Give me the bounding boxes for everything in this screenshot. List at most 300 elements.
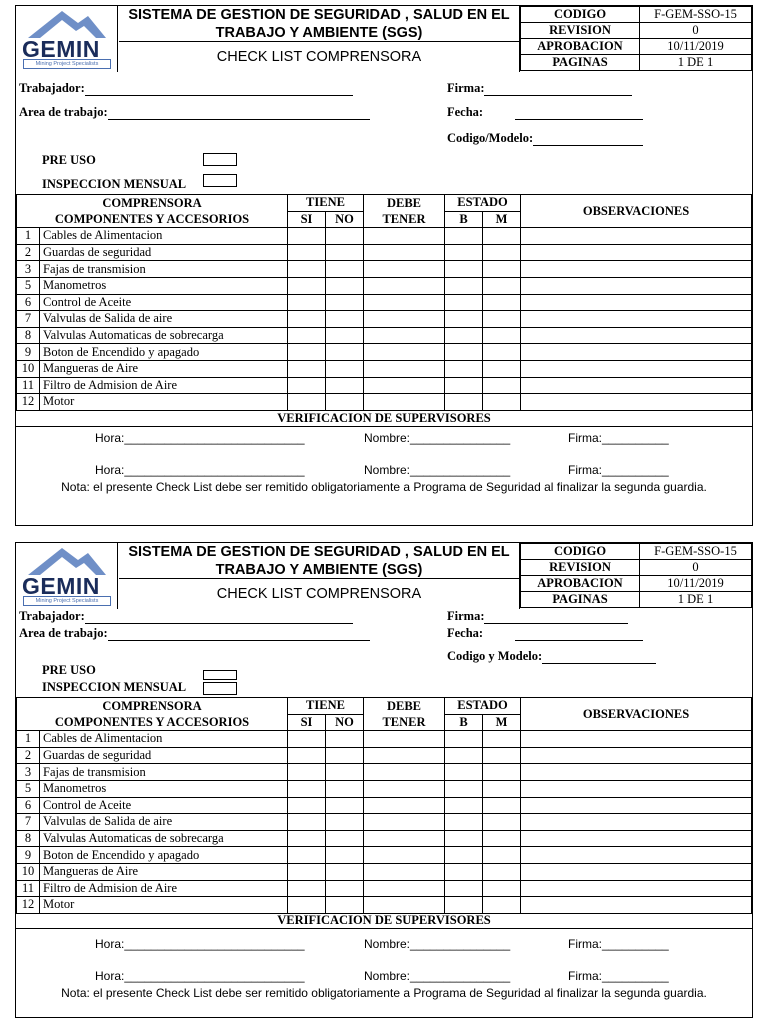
no-cell[interactable] <box>326 780 364 797</box>
col-bad: M <box>483 714 521 731</box>
pages-label: PAGINAS <box>521 55 640 71</box>
bad-cell[interactable] <box>483 394 521 411</box>
good-cell[interactable] <box>445 261 483 278</box>
table-row <box>17 228 752 245</box>
revision-label: REVISION <box>521 23 640 39</box>
no-cell[interactable] <box>326 244 364 261</box>
checklist-form-1 <box>15 5 753 526</box>
worker-field[interactable] <box>19 81 353 96</box>
table-row <box>17 311 752 328</box>
observations-cell[interactable] <box>521 780 752 797</box>
row-number: 2 <box>17 747 40 764</box>
approval-value: 10/11/2019 <box>640 576 752 592</box>
table-row <box>17 797 752 814</box>
brand-name: GEMIN <box>22 36 100 62</box>
no-cell[interactable] <box>326 731 364 748</box>
pre-use-label: PRE USO <box>42 663 96 677</box>
revision-value: 0 <box>640 23 752 39</box>
good-cell[interactable] <box>445 311 483 328</box>
date-label: Fecha: <box>447 105 484 119</box>
document-codes <box>519 543 752 609</box>
worker-label: Trabajador: <box>19 609 85 623</box>
col-good: B <box>445 211 483 228</box>
must-have-cell[interactable] <box>364 228 445 245</box>
pre-use-checkbox[interactable] <box>203 670 237 680</box>
col-no: NO <box>326 211 364 228</box>
code-label: CODIGO <box>521 7 640 23</box>
approval-value: 10/11/2019 <box>640 39 752 55</box>
row-number: 8 <box>17 327 40 344</box>
observations-cell[interactable] <box>521 897 752 914</box>
signature-label: Firma: <box>447 81 485 95</box>
table-row <box>17 327 752 344</box>
no-cell[interactable] <box>326 830 364 847</box>
name-field-2[interactable]: Nombre:_______________ <box>364 463 511 477</box>
yes-cell[interactable] <box>288 277 326 294</box>
observations-cell[interactable] <box>521 344 752 361</box>
yes-cell[interactable] <box>288 764 326 781</box>
row-item: Control de Aceite <box>40 294 288 311</box>
row-item: Valvulas Automaticas de sobrecarga <box>40 327 288 344</box>
table-row <box>17 747 752 764</box>
row-item: Fajas de transmision <box>40 261 288 278</box>
name-field-1[interactable]: Nombre:_______________ <box>364 937 511 951</box>
bad-cell[interactable] <box>483 780 521 797</box>
company-logo <box>16 543 118 609</box>
yes-cell[interactable] <box>288 780 326 797</box>
bad-cell[interactable] <box>483 731 521 748</box>
code-model-label: Codigo y Modelo: <box>447 649 543 663</box>
observations-cell[interactable] <box>521 261 752 278</box>
good-cell[interactable] <box>445 294 483 311</box>
row-number: 1 <box>17 228 40 245</box>
bad-cell[interactable] <box>483 847 521 864</box>
observations-cell[interactable] <box>521 277 752 294</box>
col-components: COMPONENTES Y ACCESORIOS <box>17 714 288 731</box>
table-row <box>17 344 752 361</box>
row-number: 7 <box>17 311 40 328</box>
components-table <box>16 194 752 411</box>
yes-cell[interactable] <box>288 830 326 847</box>
yes-cell[interactable] <box>288 261 326 278</box>
row-item: Manometros <box>40 277 288 294</box>
must-have-cell[interactable] <box>364 311 445 328</box>
must-have-cell[interactable] <box>364 797 445 814</box>
table-row <box>17 394 752 411</box>
work-area-label: Area de trabajo: <box>19 626 108 640</box>
row-number: 9 <box>17 344 40 361</box>
yes-cell[interactable] <box>288 880 326 897</box>
observations-cell[interactable] <box>521 327 752 344</box>
signature-field[interactable] <box>447 81 632 96</box>
yes-cell[interactable] <box>288 731 326 748</box>
signature-line-1[interactable]: Firma:__________ <box>568 937 669 951</box>
col-has: TIENE <box>288 195 364 212</box>
good-cell[interactable] <box>445 764 483 781</box>
signature-line-1[interactable]: Firma:__________ <box>568 431 669 445</box>
row-item: Mangueras de Aire <box>40 360 288 377</box>
good-cell[interactable] <box>445 880 483 897</box>
table-row <box>17 880 752 897</box>
row-item: Filtro de Admision de Aire <box>40 377 288 394</box>
revision-label: REVISION <box>521 560 640 576</box>
company-logo <box>16 6 118 72</box>
date-label: Fecha: <box>447 626 484 640</box>
observations-cell[interactable] <box>521 797 752 814</box>
must-have-cell[interactable] <box>364 360 445 377</box>
row-item: Guardas de seguridad <box>40 747 288 764</box>
col-have: TENER <box>364 714 445 731</box>
good-cell[interactable] <box>445 344 483 361</box>
observations-cell[interactable] <box>521 311 752 328</box>
no-cell[interactable] <box>326 814 364 831</box>
bad-cell[interactable] <box>483 747 521 764</box>
form-header <box>16 6 752 72</box>
good-cell[interactable] <box>445 780 483 797</box>
components-table <box>16 697 752 914</box>
form-title: SISTEMA DE GESTION DE SEGURIDAD , SALUD EN EL TRABAJO Y AMBIENTE (SGS) <box>119 6 519 42</box>
row-item: Motor <box>40 897 288 914</box>
col-have: TENER <box>364 211 445 228</box>
yes-cell[interactable] <box>288 327 326 344</box>
pre-use-label: PRE USO <box>42 153 96 167</box>
observations-cell[interactable] <box>521 764 752 781</box>
yes-cell[interactable] <box>288 311 326 328</box>
row-item: Fajas de transmision <box>40 764 288 781</box>
must-have-cell[interactable] <box>364 830 445 847</box>
bad-cell[interactable] <box>483 360 521 377</box>
good-cell[interactable] <box>445 814 483 831</box>
worker-field[interactable] <box>19 609 353 624</box>
good-cell[interactable] <box>445 394 483 411</box>
brand-tagline: Mining Project Specialists <box>23 596 111 606</box>
no-cell[interactable] <box>326 847 364 864</box>
signature-field[interactable] <box>447 609 628 624</box>
monthly-inspection-checkbox[interactable] <box>203 682 237 695</box>
code-model-field[interactable] <box>447 649 656 664</box>
row-number: 10 <box>17 360 40 377</box>
row-item: Manometros <box>40 780 288 797</box>
table-row <box>17 764 752 781</box>
yes-cell[interactable] <box>288 797 326 814</box>
note-text: Nota: el presente Check List debe ser remitido obligatoriamente a Programa de Seguridad al finalizar la segunda guardia. <box>61 480 707 494</box>
bad-cell[interactable] <box>483 344 521 361</box>
bad-cell[interactable] <box>483 863 521 880</box>
must-have-cell[interactable] <box>364 244 445 261</box>
row-item: Valvulas de Salida de aire <box>40 814 288 831</box>
document-codes <box>519 6 752 72</box>
no-cell[interactable] <box>326 344 364 361</box>
pages-value: 1 DE 1 <box>640 55 752 71</box>
yes-cell[interactable] <box>288 863 326 880</box>
row-item: Valvulas de Salida de aire <box>40 311 288 328</box>
must-have-cell[interactable] <box>364 863 445 880</box>
row-item: Cables de Alimentacion <box>40 228 288 245</box>
observations-cell[interactable] <box>521 244 752 261</box>
col-has: TIENE <box>288 698 364 715</box>
good-cell[interactable] <box>445 863 483 880</box>
table-row <box>17 360 752 377</box>
col-good: B <box>445 714 483 731</box>
row-number: 3 <box>17 764 40 781</box>
col-status: ESTADO <box>445 195 521 212</box>
no-cell[interactable] <box>326 327 364 344</box>
good-cell[interactable] <box>445 830 483 847</box>
must-have-cell[interactable] <box>364 897 445 914</box>
no-cell[interactable] <box>326 311 364 328</box>
code-value: F-GEM-SSO-15 <box>640 7 752 23</box>
code-model-label: Codigo/Modelo: <box>447 131 534 145</box>
observations-cell[interactable] <box>521 731 752 748</box>
observations-cell[interactable] <box>521 847 752 864</box>
no-cell[interactable] <box>326 797 364 814</box>
table-row <box>17 897 752 914</box>
col-compressor: COMPRENSORA <box>17 195 288 212</box>
row-item: Motor <box>40 394 288 411</box>
form-subtitle: CHECK LIST COMPRENSORA <box>216 49 422 65</box>
row-item: Boton de Encendido y apagado <box>40 344 288 361</box>
row-number: 1 <box>17 731 40 748</box>
row-number: 5 <box>17 277 40 294</box>
row-number: 6 <box>17 294 40 311</box>
checklist-form-2 <box>15 542 753 1018</box>
yes-cell[interactable] <box>288 228 326 245</box>
row-number: 12 <box>17 897 40 914</box>
pages-label: PAGINAS <box>521 592 640 608</box>
bad-cell[interactable] <box>483 830 521 847</box>
must-have-cell[interactable] <box>364 261 445 278</box>
observations-cell[interactable] <box>521 814 752 831</box>
work-area-label: Area de trabajo: <box>19 105 108 119</box>
no-cell[interactable] <box>326 261 364 278</box>
no-cell[interactable] <box>326 277 364 294</box>
col-bad: M <box>483 211 521 228</box>
must-have-cell[interactable] <box>364 847 445 864</box>
revision-value: 0 <box>640 560 752 576</box>
row-number: 7 <box>17 814 40 831</box>
must-have-cell[interactable] <box>364 344 445 361</box>
observations-cell[interactable] <box>521 394 752 411</box>
row-number: 11 <box>17 880 40 897</box>
hour-field-1[interactable]: Hora:___________________________ <box>95 937 305 951</box>
signature-label: Firma: <box>447 609 485 623</box>
col-must: DEBE <box>364 195 445 212</box>
col-status: ESTADO <box>445 698 521 715</box>
must-have-cell[interactable] <box>364 294 445 311</box>
work-area-field[interactable] <box>19 626 370 641</box>
row-item: Guardas de seguridad <box>40 244 288 261</box>
mountain-logo-icon <box>26 546 108 576</box>
row-item: Filtro de Admision de Aire <box>40 880 288 897</box>
row-number: 3 <box>17 261 40 278</box>
good-cell[interactable] <box>445 228 483 245</box>
bad-cell[interactable] <box>483 327 521 344</box>
must-have-cell[interactable] <box>364 747 445 764</box>
yes-cell[interactable] <box>288 847 326 864</box>
bad-cell[interactable] <box>483 294 521 311</box>
approval-label: APROBACION <box>521 39 640 55</box>
yes-cell[interactable] <box>288 897 326 914</box>
must-have-cell[interactable] <box>364 277 445 294</box>
no-cell[interactable] <box>326 360 364 377</box>
good-cell[interactable] <box>445 360 483 377</box>
no-cell[interactable] <box>326 897 364 914</box>
good-cell[interactable] <box>445 747 483 764</box>
table-row <box>17 780 752 797</box>
col-must: DEBE <box>364 698 445 715</box>
name-field-2[interactable]: Nombre:_______________ <box>364 969 511 983</box>
good-cell[interactable] <box>445 847 483 864</box>
must-have-cell[interactable] <box>364 731 445 748</box>
table-row <box>17 244 752 261</box>
code-model-field[interactable] <box>447 131 643 146</box>
supervisor-verification-heading: VERIFICACION DE SUPERVISORES <box>16 411 752 427</box>
bad-cell[interactable] <box>483 814 521 831</box>
good-cell[interactable] <box>445 377 483 394</box>
brand-tagline: Mining Project Specialists <box>23 59 111 69</box>
work-area-field[interactable] <box>19 105 370 120</box>
brand-name: GEMIN <box>22 573 100 599</box>
bad-cell[interactable] <box>483 880 521 897</box>
name-field-1[interactable]: Nombre:_______________ <box>364 431 511 445</box>
no-cell[interactable] <box>326 764 364 781</box>
pages-value: 1 DE 1 <box>640 592 752 608</box>
form-title: SISTEMA DE GESTION DE SEGURIDAD , SALUD EN EL TRABAJO Y AMBIENTE (SGS) <box>119 543 519 579</box>
observations-cell[interactable] <box>521 880 752 897</box>
table-row <box>17 277 752 294</box>
good-cell[interactable] <box>445 797 483 814</box>
good-cell[interactable] <box>445 244 483 261</box>
table-row <box>17 863 752 880</box>
observations-cell[interactable] <box>521 377 752 394</box>
monthly-inspection-label: INSPECCION MENSUAL <box>42 177 187 191</box>
must-have-cell[interactable] <box>364 880 445 897</box>
yes-cell[interactable] <box>288 814 326 831</box>
row-item: Cables de Alimentacion <box>40 731 288 748</box>
observations-cell[interactable] <box>521 747 752 764</box>
no-cell[interactable] <box>326 228 364 245</box>
code-label: CODIGO <box>521 544 640 560</box>
no-cell[interactable] <box>326 863 364 880</box>
bad-cell[interactable] <box>483 244 521 261</box>
table-row <box>17 731 752 748</box>
yes-cell[interactable] <box>288 294 326 311</box>
observations-cell[interactable] <box>521 294 752 311</box>
date-field[interactable] <box>447 626 643 641</box>
col-no: NO <box>326 714 364 731</box>
good-cell[interactable] <box>445 277 483 294</box>
row-number: 6 <box>17 797 40 814</box>
row-number: 9 <box>17 847 40 864</box>
bad-cell[interactable] <box>483 228 521 245</box>
form-header <box>16 543 752 609</box>
yes-cell[interactable] <box>288 377 326 394</box>
approval-label: APROBACION <box>521 576 640 592</box>
no-cell[interactable] <box>326 747 364 764</box>
monthly-inspection-checkbox[interactable] <box>203 174 237 187</box>
no-cell[interactable] <box>326 880 364 897</box>
must-have-cell[interactable] <box>364 327 445 344</box>
worker-label: Trabajador: <box>19 81 85 95</box>
row-item: Control de Aceite <box>40 797 288 814</box>
observations-cell[interactable] <box>521 863 752 880</box>
date-field[interactable] <box>447 105 643 120</box>
good-cell[interactable] <box>445 731 483 748</box>
form-subtitle: CHECK LIST COMPRENSORA <box>216 586 422 602</box>
yes-cell[interactable] <box>288 394 326 411</box>
col-components: COMPONENTES Y ACCESORIOS <box>17 211 288 228</box>
table-row <box>17 814 752 831</box>
col-yes: SI <box>288 211 326 228</box>
signature-line-2[interactable]: Firma:__________ <box>568 969 669 983</box>
good-cell[interactable] <box>445 327 483 344</box>
monthly-inspection-label: INSPECCION MENSUAL <box>42 680 187 694</box>
code-value: F-GEM-SSO-15 <box>640 544 752 560</box>
bad-cell[interactable] <box>483 377 521 394</box>
note-text: Nota: el presente Check List debe ser remitido obligatoriamente a Programa de Seguridad al finalizar la segunda guardia. <box>61 986 707 1000</box>
hour-field-2[interactable]: Hora:___________________________ <box>95 969 305 983</box>
pre-use-checkbox[interactable] <box>203 153 237 166</box>
row-number: 12 <box>17 394 40 411</box>
bad-cell[interactable] <box>483 897 521 914</box>
table-row <box>17 294 752 311</box>
good-cell[interactable] <box>445 897 483 914</box>
row-item: Valvulas Automaticas de sobrecarga <box>40 830 288 847</box>
col-compressor: COMPRENSORA <box>17 698 288 715</box>
yes-cell[interactable] <box>288 344 326 361</box>
yes-cell[interactable] <box>288 747 326 764</box>
observations-cell[interactable] <box>521 830 752 847</box>
row-item: Boton de Encendido y apagado <box>40 847 288 864</box>
signature-line-2[interactable]: Firma:__________ <box>568 463 669 477</box>
observations-cell[interactable] <box>521 360 752 377</box>
must-have-cell[interactable] <box>364 814 445 831</box>
table-row <box>17 261 752 278</box>
bad-cell[interactable] <box>483 277 521 294</box>
row-number: 11 <box>17 377 40 394</box>
no-cell[interactable] <box>326 377 364 394</box>
bad-cell[interactable] <box>483 261 521 278</box>
hour-field-2[interactable]: Hora:___________________________ <box>95 463 305 477</box>
table-row <box>17 377 752 394</box>
mountain-logo-icon <box>26 9 108 39</box>
table-row <box>17 830 752 847</box>
bad-cell[interactable] <box>483 311 521 328</box>
row-number: 10 <box>17 863 40 880</box>
hour-field-1[interactable]: Hora:___________________________ <box>95 431 305 445</box>
yes-cell[interactable] <box>288 244 326 261</box>
row-number: 5 <box>17 780 40 797</box>
must-have-cell[interactable] <box>364 764 445 781</box>
must-have-cell[interactable] <box>364 377 445 394</box>
must-have-cell[interactable] <box>364 780 445 797</box>
row-item: Mangueras de Aire <box>40 863 288 880</box>
bad-cell[interactable] <box>483 797 521 814</box>
supervisor-verification-heading: VERIFICACION DE SUPERVISORES <box>16 913 752 929</box>
no-cell[interactable] <box>326 394 364 411</box>
col-yes: SI <box>288 714 326 731</box>
no-cell[interactable] <box>326 294 364 311</box>
col-observations: OBSERVACIONES <box>521 698 752 731</box>
yes-cell[interactable] <box>288 360 326 377</box>
bad-cell[interactable] <box>483 764 521 781</box>
table-row <box>17 847 752 864</box>
row-number: 8 <box>17 830 40 847</box>
row-number: 2 <box>17 244 40 261</box>
must-have-cell[interactable] <box>364 394 445 411</box>
col-observations: OBSERVACIONES <box>521 195 752 228</box>
observations-cell[interactable] <box>521 228 752 245</box>
